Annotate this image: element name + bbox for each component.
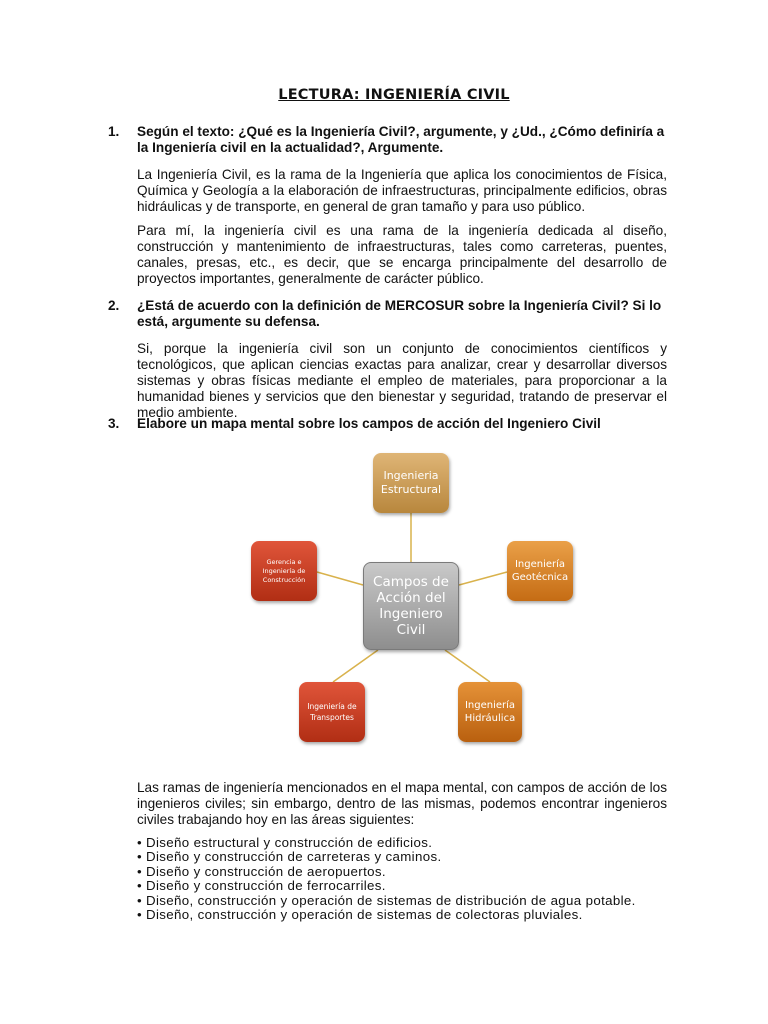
connector-bottom-right xyxy=(445,650,490,682)
list-item: • Diseño y construcción de carreteras y caminos. xyxy=(137,849,442,865)
answer-paragraph-2: Para mí, la ingeniería civil es una rama de la ingeniería dedicada al diseño, construcción y mantenimiento de infraestructuras, tales como carreteras, puentes, canales, presas, etc., es decir, que se encarga principalmente del desarrollo de proyectos importantes, generalmente de carácter público. xyxy=(137,223,667,286)
question-text: Según el texto: ¿Qué es la Ingeniería Civil?, argumente, y ¿Ud., ¿Cómo definiría a la Ingeniería civil en la actualidad?, Argumente. xyxy=(137,124,665,155)
node-label: Ingeniería de Transportes xyxy=(307,702,357,722)
list-item: • Diseño estructural y construcción de edificios. xyxy=(137,835,433,850)
mindmap-node-estructural xyxy=(373,453,449,513)
list-item: • Diseño y construcción de ferrocarriles. xyxy=(137,878,386,894)
question-text: ¿Está de acuerdo con la definición de MERCOSUR sobre la Ingeniería Civil? Si lo está, argumente su defensa. xyxy=(137,298,662,329)
mindmap-node-transportes xyxy=(299,682,365,742)
node-label: Gerencia e Ingeniería de Construcción xyxy=(262,557,306,584)
list-item: • Diseño y construcción de aeropuertos. xyxy=(137,863,386,879)
node-label: Campos de Acción del Ingeniero Civil xyxy=(373,574,449,638)
page-title: LECTURA: INGENIERÍA CIVIL xyxy=(278,87,510,103)
connector-left xyxy=(317,572,363,585)
question-number: 2. xyxy=(108,298,120,313)
question-text: Elabore un mapa mental sobre los campos de acción del Ingeniero Civil xyxy=(137,416,601,431)
mindmap-node-construccion xyxy=(251,541,317,601)
answer-paragraph-1: La Ingeniería Civil, es la rama de la Ingeniería que aplica los conocimientos de Física, Química y Geología a la elaboración de infraestructuras, principalmente edificios, obras hidráulicas y de transporte, en general de gran tamaño y para uso público. xyxy=(137,167,667,214)
bullet-list xyxy=(137,836,636,922)
answer-paragraph-3: Si, porque la ingeniería civil son un conjunto de conocimientos científicos y tecnológicos, que aplican ciencias exactas para analizar, crear y desarrollar diversos sistemas y obras físicas mediante el empleo de materiales, para proporcionar a la humanidad bienes y servicios que den bienestar y seguridad, tratando de preservar el medio ambiente. xyxy=(137,341,667,420)
mindmap-center-node xyxy=(363,562,459,650)
list-item: • Diseño, construcción y operación de sistemas de distribución de agua potable. xyxy=(137,892,636,908)
connector-right xyxy=(459,572,507,585)
node-label: Ingenieria Estructural xyxy=(380,469,442,496)
mindmap-node-hidraulica xyxy=(458,682,522,742)
list-item: • Diseño, construcción y operación de sistemas de colectoras pluviales. xyxy=(137,907,583,923)
connector-bottom-left xyxy=(333,650,378,682)
answer-paragraph-4: Las ramas de ingeniería mencionados en el mapa mental, con campos de acción de los ingenieros civiles; sin embargo, dentro de las mismas, podemos encontrar ingenieros civiles trabajando hoy en las áreas siguientes: xyxy=(137,780,667,827)
question-number: 1. xyxy=(108,124,120,139)
node-label: Ingeniería Hidráulica xyxy=(464,700,516,724)
question-number: 3. xyxy=(108,416,120,431)
mindmap-node-geotecnica xyxy=(507,541,573,601)
node-label: Ingeniería Geotécnica xyxy=(511,559,569,583)
